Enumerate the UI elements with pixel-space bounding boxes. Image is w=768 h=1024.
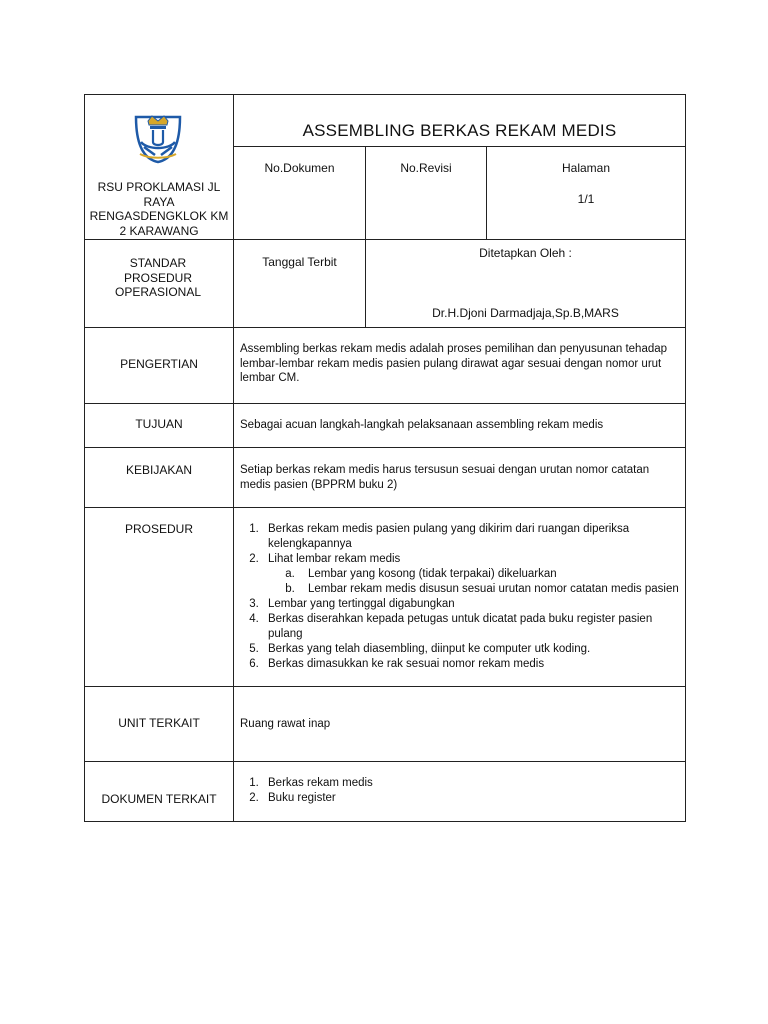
divider-pengertian xyxy=(84,327,686,328)
unit-terkait-text: Ruang rawat inap xyxy=(240,718,331,730)
divider-dokumen xyxy=(84,761,686,762)
tujuan-label: TUJUAN xyxy=(135,417,183,431)
prosedur-step xyxy=(262,552,679,597)
hospital-logo-icon xyxy=(129,109,187,165)
dokumen-item: 1. Berkas rekam medis xyxy=(262,776,679,791)
kebijakan-label: KEBIJAKAN xyxy=(125,463,193,477)
no-dokumen-label: No.Dokumen xyxy=(264,161,335,175)
divider-tujuan xyxy=(84,403,686,404)
kebijakan-text: Setiap berkas rekam medis harus tersusun sesuai dengan urutan nomor catatan medis pasien (BPPRM buku 2) xyxy=(240,464,650,491)
dokumen-terkait-label: DOKUMEN TERKAIT xyxy=(101,792,217,806)
prosedur-step-text: Lihat lembar rekam medis xyxy=(268,553,401,565)
prosedur-step: 4. Berkas diserahkan kepada petugas untuk dicatat pada buku register pasien pulang xyxy=(262,612,679,642)
divider-header-row2 xyxy=(84,239,686,240)
sop-label: STANDAR PROSEDUR OPERASIONAL xyxy=(114,256,202,299)
prosedur-substep: b. Lembar rekam medis disusun sesuai urutan nomor catatan medis pasien xyxy=(298,582,679,597)
table-border-right xyxy=(685,94,686,822)
ditetapkan-label: Ditetapkan Oleh : xyxy=(479,246,572,260)
prosedur-label: PROSEDUR xyxy=(124,522,193,536)
tujuan-text: Sebagai acuan langkah-langkah pelaksanaan assembling rekam medis xyxy=(240,419,604,431)
dokumen-item: 2. Buku register xyxy=(262,791,679,806)
prosedur-step: 3. Lembar yang tertinggal digabungkan xyxy=(262,597,679,612)
table-border-top xyxy=(84,94,686,95)
halaman-label: Halaman xyxy=(561,161,611,175)
table-border-left xyxy=(84,94,85,822)
divider-title xyxy=(233,146,686,147)
prosedur-step: 5. Berkas yang telah diasembling, diinput ke computer utk koding. xyxy=(262,642,679,657)
pengertian-label: PENGERTIAN xyxy=(120,357,198,371)
halaman-value: 1/1 xyxy=(577,192,595,206)
prosedur-step: 6. Berkas dimasukkan ke rak sesuai nomor rekam medis xyxy=(262,657,679,672)
divider-kebijakan xyxy=(84,447,686,448)
table-divider-label-column xyxy=(233,94,234,822)
prosedur-list xyxy=(234,522,679,672)
document-title: ASSEMBLING BERKAS REKAM MEDIS xyxy=(302,121,617,140)
prosedur-substep: a. Lembar yang kosong (tidak terpakai) dikeluarkan xyxy=(298,567,679,582)
prosedur-step: 1. Berkas rekam medis pasien pulang yang dikirim dari ruangan diperiksa kelengkapannya xyxy=(262,522,679,552)
divider-prosedur xyxy=(84,507,686,508)
institution-name: RSU PROKLAMASI JL RAYA RENGASDENGKLOK KM 2 KARAWANG xyxy=(89,180,229,238)
ditetapkan-name: Dr.H.Djoni Darmadjaja,Sp.B,MARS xyxy=(432,306,619,320)
pengertian-text: Assembling berkas rekam medis adalah proses pemilihan dan penyusunan tehadap lembar-lembar rekam medis pasien pulang dirawat agar sesuai dengan nomor urut lembar CM. xyxy=(240,343,668,384)
dokumen-terkait-list xyxy=(234,776,679,806)
unit-terkait-label: UNIT TERKAIT xyxy=(118,716,200,730)
tanggal-terbit-label: Tanggal Terbit xyxy=(262,255,337,269)
divider-unit xyxy=(84,686,686,687)
no-revisi-label: No.Revisi xyxy=(400,161,452,175)
table-border-bottom xyxy=(84,821,686,822)
